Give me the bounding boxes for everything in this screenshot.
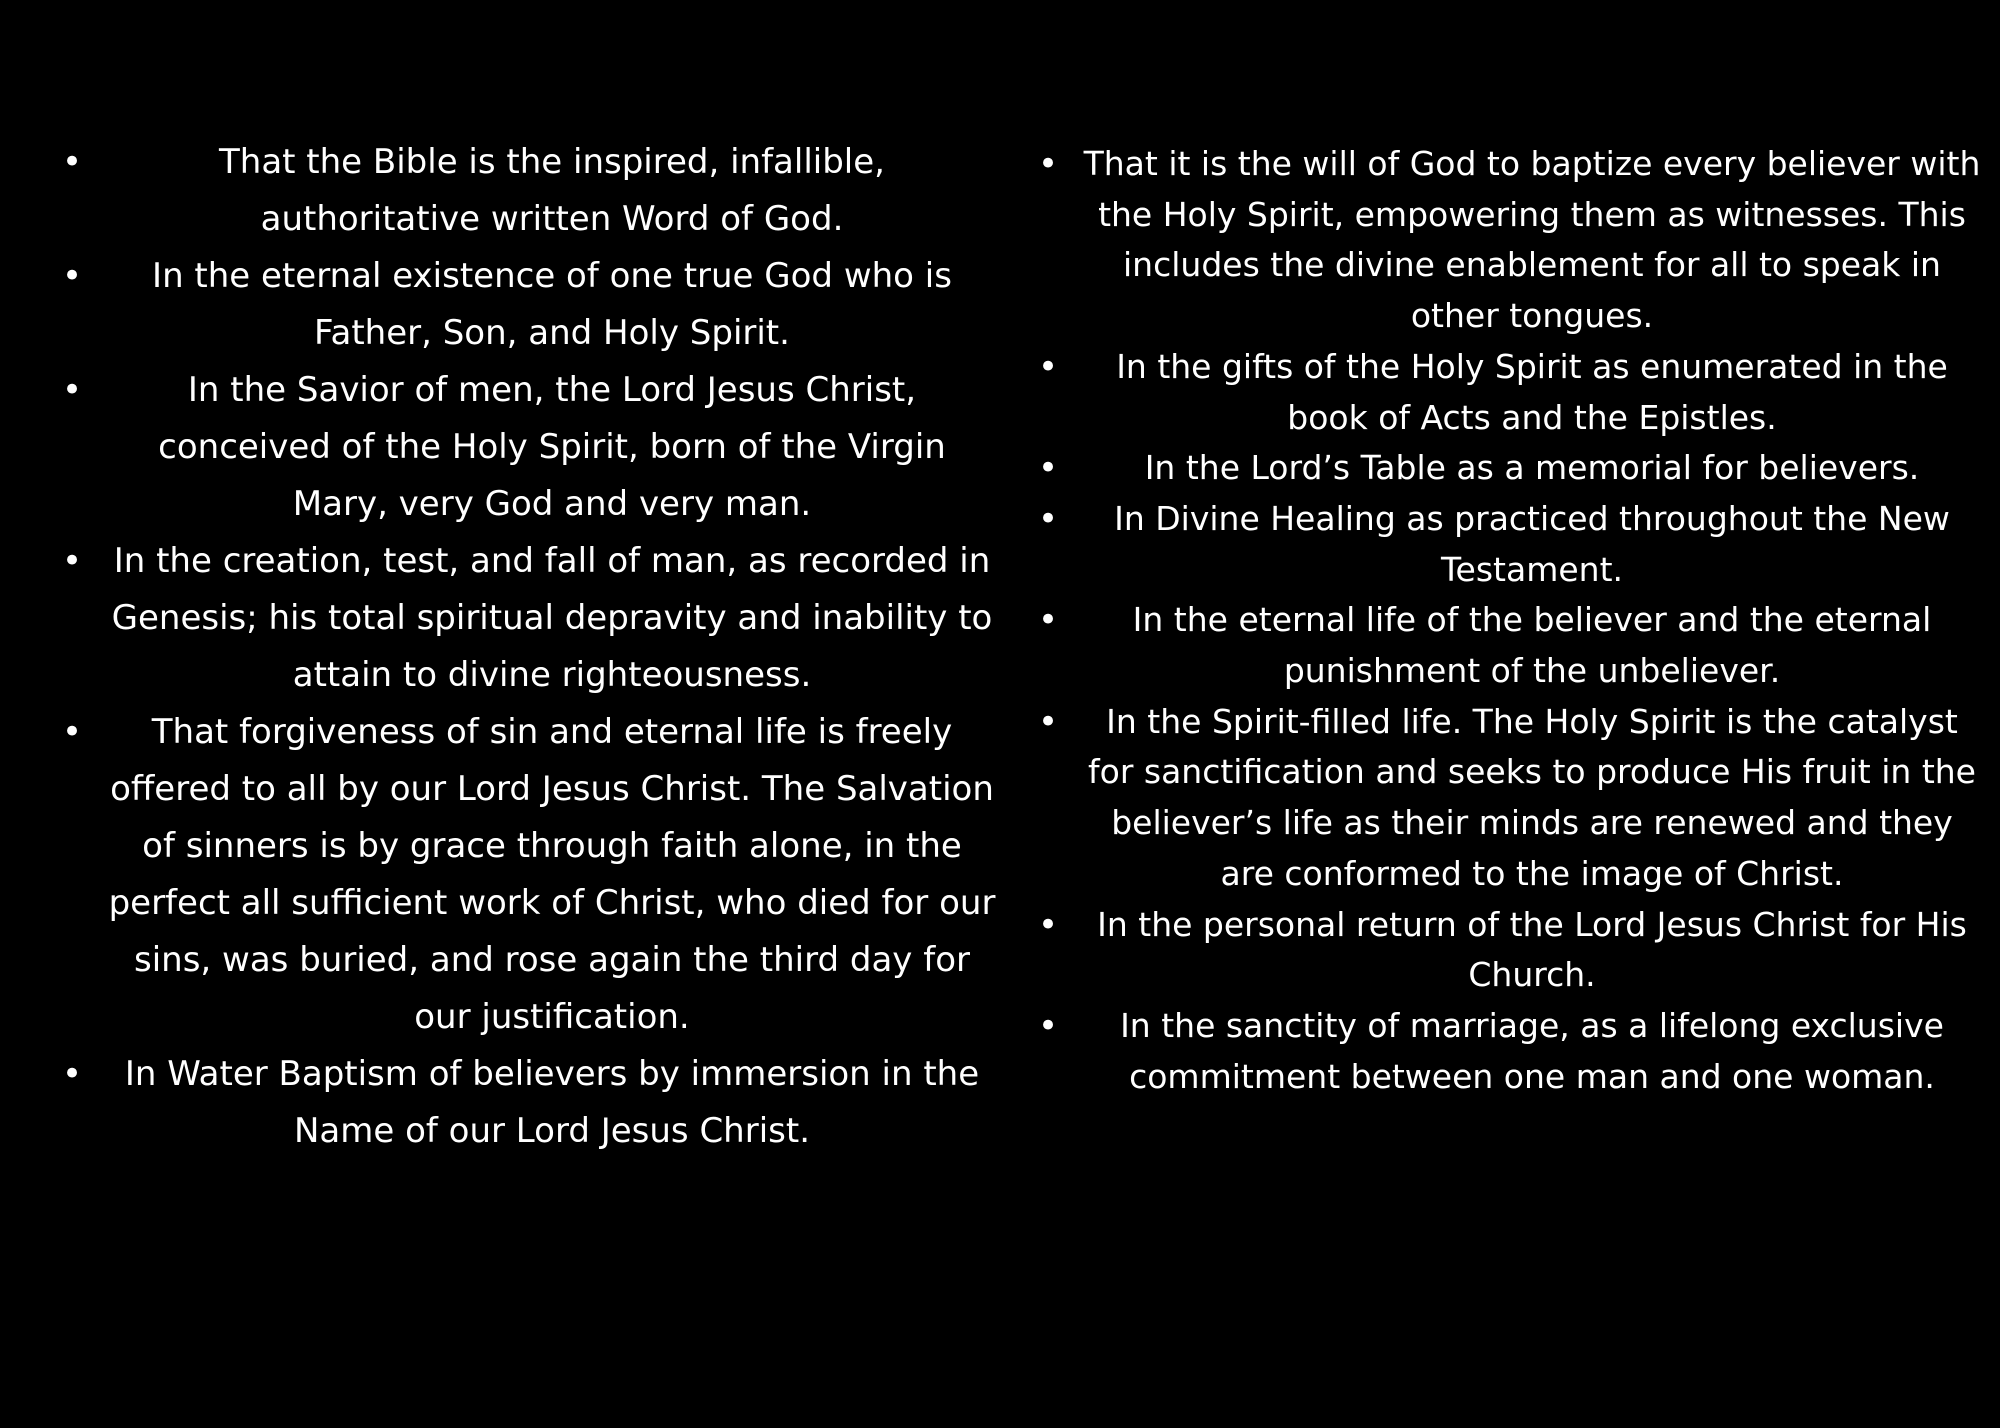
belief-text: In the Savior of men, the Lord Jesus Christ, conceived of the Holy Spirit, born of the Virgin Mary, very God and very man. <box>158 370 946 524</box>
belief-item <box>1024 342 1984 443</box>
bullet-icon: • <box>62 370 83 410</box>
belief-item <box>1024 494 1984 595</box>
bullet-icon: • <box>62 256 83 296</box>
beliefs-list-right <box>1024 139 1984 1102</box>
belief-item <box>1024 1001 1984 1102</box>
belief-text: In the Lord’s Table as a memorial for believers. <box>1144 448 1920 488</box>
belief-item <box>48 362 998 533</box>
bullet-icon: • <box>62 142 83 182</box>
belief-text: In the eternal life of the believer and the eternal punishment of the unbeliever. <box>1132 600 1932 691</box>
belief-text: In the sanctity of marriage, as a lifelong exclusive commitment between one man and one woman. <box>1120 1005 1944 1096</box>
belief-item <box>48 1046 998 1160</box>
belief-text: In the personal return of the Lord Jesus Christ for His Church. <box>1097 904 1967 995</box>
belief-text: In the eternal existence of one true God who is Father, Son, and Holy Spirit. <box>152 256 952 353</box>
belief-text: In the gifts of the Holy Spirit as enumerated in the book of Acts and the Epistles. <box>1116 346 1948 437</box>
beliefs-list-left <box>48 134 998 1160</box>
bullet-icon: • <box>1038 701 1059 742</box>
belief-item <box>48 134 998 248</box>
belief-text: That it is the will of God to baptize every believer with the Holy Spirit, empowering them as witnesses. This includes the divine enablement for all to speak in other tongues. <box>1083 144 1981 336</box>
belief-text: That the Bible is the inspired, infallible, authoritative written Word of God. <box>219 142 885 239</box>
bullet-icon: • <box>62 1054 83 1094</box>
bullet-icon: • <box>1038 904 1059 945</box>
belief-item <box>1024 900 1984 1001</box>
bullet-icon: • <box>1038 448 1059 489</box>
belief-item <box>48 533 998 704</box>
bullet-icon: • <box>1038 498 1059 539</box>
bullet-icon: • <box>1038 346 1059 387</box>
belief-item <box>48 248 998 362</box>
belief-item <box>1024 139 1984 342</box>
bullet-icon: • <box>1038 144 1059 184</box>
belief-item <box>1024 443 1984 494</box>
belief-text: In Divine Healing as practiced throughout the New Testament. <box>1114 498 1950 589</box>
belief-item <box>1024 697 1984 900</box>
belief-item <box>48 704 998 1046</box>
belief-text: In the creation, test, and fall of man, as recorded in Genesis; his total spiritual depravity and inability to attain to divine righteousness. <box>111 541 993 695</box>
belief-text: In Water Baptism of believers by immersion in the Name of our Lord Jesus Christ. <box>124 1054 980 1151</box>
belief-text: In the Spirit-filled life. The Holy Spirit is the catalyst for sanctification and seeks to produce His fruit in the believer’s life as their minds are renewed and they are conformed to the image of Christ. <box>1088 701 1976 893</box>
bullet-icon: • <box>62 541 83 581</box>
bullet-icon: • <box>1038 600 1059 641</box>
bullet-icon: • <box>1038 1005 1059 1046</box>
belief-text: That forgiveness of sin and eternal life is freely offered to all by our Lord Jesus Christ. The Salvation of sinners is by grace through faith alone, in the perfect all sufficient work of Christ, who died for our sins, was buried, and rose again the third day for our justification. <box>108 712 996 1037</box>
belief-item <box>1024 595 1984 696</box>
bullet-icon: • <box>62 712 83 752</box>
